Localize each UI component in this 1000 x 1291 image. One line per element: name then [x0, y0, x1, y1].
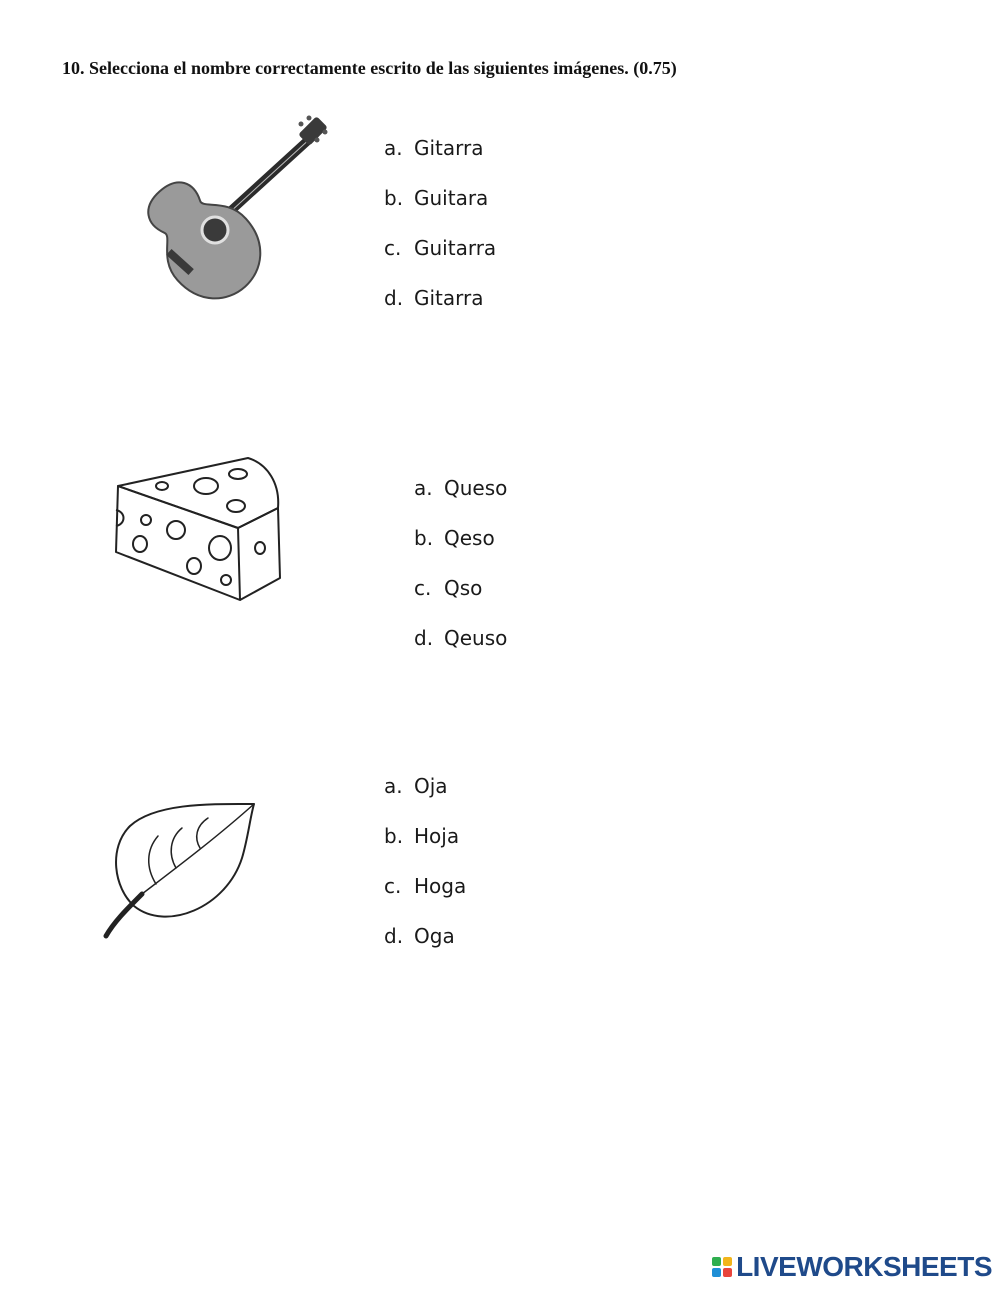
options-list-cheese [414, 476, 507, 676]
option-d[interactable]: d. Qeuso [414, 626, 508, 650]
leaf-icon [96, 798, 261, 943]
option-d[interactable]: d. Gitarra [384, 286, 484, 310]
option-b[interactable]: b. Qeso [414, 526, 495, 550]
question-title: 10. Selecciona el nombre correctamente escrito de las siguientes imágenes. (0.75) [62, 58, 677, 78]
option-c[interactable]: c. Qso [414, 576, 483, 600]
cheese-icon [108, 452, 288, 604]
option-b[interactable]: b. Hoja [384, 824, 460, 848]
option-c[interactable]: c. Hoga [384, 874, 467, 898]
option-b[interactable]: b. Guitara [384, 186, 489, 210]
option-a[interactable]: a. Oja [384, 774, 448, 798]
options-list-guitar [384, 136, 496, 336]
brand-name: LIVEWORKSHEETS [736, 1251, 992, 1282]
option-d[interactable]: d. Oga [384, 924, 455, 948]
option-a[interactable]: a. Queso [414, 476, 508, 500]
liveworksheets-logo-icon [712, 1257, 732, 1277]
option-c[interactable]: c. Guitarra [384, 236, 497, 260]
option-a[interactable]: a. Gitarra [384, 136, 484, 160]
liveworksheets-branding [712, 1250, 992, 1284]
options-list-leaf [384, 774, 466, 974]
guitar-icon [125, 112, 340, 312]
